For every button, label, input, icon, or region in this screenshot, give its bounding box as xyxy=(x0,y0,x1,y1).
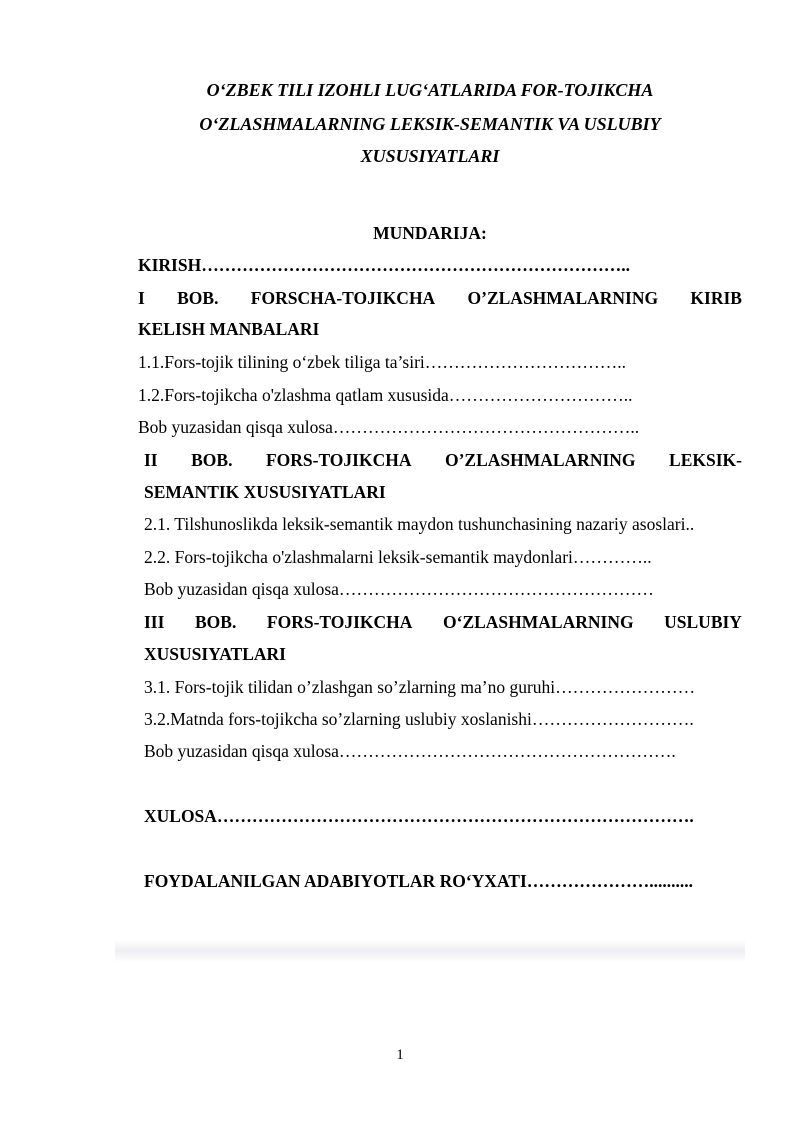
toc-item-3-1: 3.1. Fors-tojik tilidan o’zlashgan so’zlarning ma’no guruhi…………………… xyxy=(144,677,696,697)
ch2-word: FORS-TOJIKCHA xyxy=(265,450,412,470)
toc-item-2-1: 2.1. Tilshunoslikda leksik-semantik maydon tushunchasining nazariy asoslari.. xyxy=(144,514,695,534)
ch2-word: LEKSIK- xyxy=(669,450,742,470)
title-line-3: XUSUSIYATLARI xyxy=(360,146,500,166)
ch3-word: III xyxy=(144,612,165,632)
ch3-word: USLUBIY xyxy=(664,612,742,632)
page-number: 1 xyxy=(396,1047,404,1063)
title-line-2: O‘ZLASHMALARNING LEKSIK-SEMANTIK VA USLUBIY xyxy=(199,114,661,134)
toc-references: FOYDALANILGAN ADABIYOTLAR RO‘YXATI………………….......... xyxy=(144,871,694,891)
ch2-word: II xyxy=(144,450,158,470)
ch1-word: I xyxy=(138,288,145,308)
toc-chapter-3-summary: Bob yuzasidan qisqa xulosa…………………………………………………. xyxy=(144,741,676,761)
scan-shade-band xyxy=(115,940,745,962)
toc-kirish: KIRISH……………………………………………………………….. xyxy=(138,255,630,275)
toc-item-1-1: 1.1.Fors-tojik tilining o‘zbek tiliga ta’siri…………………………….. xyxy=(138,352,627,372)
toc-xulosa: XULOSA………………………………………………………………………. xyxy=(144,806,694,826)
toc-item-2-2: 2.2. Fors-tojikcha o'zlashmalarni leksik-semantik maydonlari………….. xyxy=(144,547,652,567)
toc-chapter-1-title xyxy=(138,287,742,309)
ch3-word: O‘ZLASHMALARNING xyxy=(443,612,634,632)
ch2-word: O’ZLASHMALARNING xyxy=(444,450,636,470)
toc-chapter-2-title xyxy=(144,449,742,471)
ch1-word: FORSCHA-TOJIKCHA xyxy=(250,288,436,308)
ch2-word: BOB. xyxy=(191,450,233,470)
ch1-word: KIRIB xyxy=(690,288,742,308)
ch1-word: O’ZLASHMALARNING xyxy=(467,288,659,308)
toc-chapter-3-title xyxy=(144,611,742,633)
title-line-1: O‘ZBEK TILI IZOHLI LUG‘ATLARIDA FOR-TOJIKCHA xyxy=(206,80,654,100)
toc-chapter-1-summary: Bob yuzasidan qisqa xulosa…………………………………………….. xyxy=(138,417,640,437)
ch3-word: BOB. xyxy=(195,612,237,632)
toc-chapter-3-title-line-2: XUSUSIYATLARI xyxy=(144,644,286,664)
toc-chapter-1-title-line-2: KELISH MANBALARI xyxy=(138,319,320,339)
ch3-word: FORS-TOJIKCHA xyxy=(266,612,413,632)
toc-chapter-2-title-line-2: SEMANTIK XUSUSIYATLARI xyxy=(144,482,386,502)
toc-item-1-2: 1.2.Fors-tojikcha o'zlashma qatlam xususida………………………….. xyxy=(138,385,633,405)
ch1-word: BOB. xyxy=(177,288,219,308)
toc-chapter-2-summary: Bob yuzasidan qisqa xulosa……………………………………………… xyxy=(144,579,654,599)
toc-item-3-2: 3.2.Matnda fors-tojikcha so’zlarning uslubiy xoslanishi………………………. xyxy=(144,709,694,729)
toc-heading: MUNDARIJA: xyxy=(373,223,487,243)
